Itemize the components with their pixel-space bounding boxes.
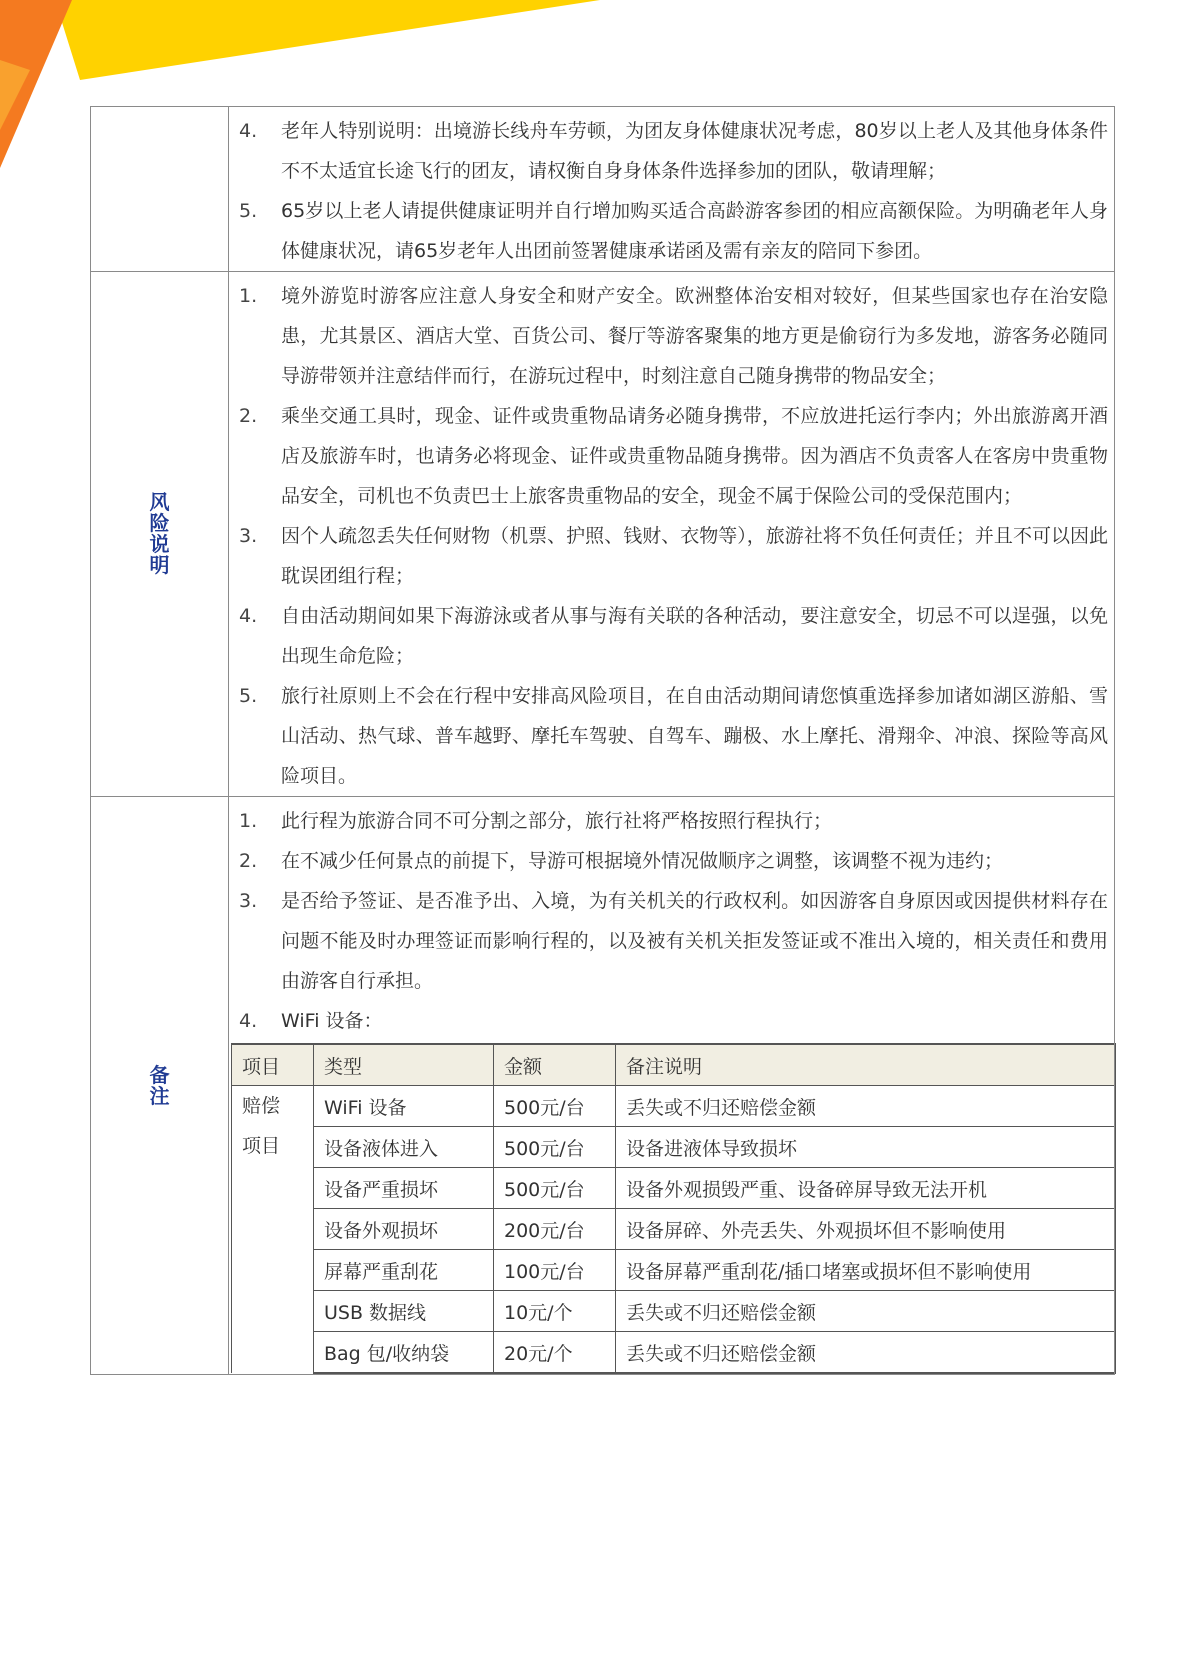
amount-cell: 500元/台 xyxy=(494,1168,616,1209)
list-item: 3. 是否给予签证、是否准予出、入境，为有关机关的行政权利。如因游客自身原因或因提供材料存在问题不能及时办理签证而影响行程的，以及被有关机关拒发签证或不准出入境的，相关责任和费用由游客自行承担。 xyxy=(239,890,1108,992)
type-cell: 设备严重损坏 xyxy=(314,1168,494,1209)
type-cell: 设备液体进入 xyxy=(314,1127,494,1168)
table-row xyxy=(232,1086,1116,1127)
section-label-cell xyxy=(91,107,229,272)
section-label-cell xyxy=(91,272,229,797)
notes-table xyxy=(90,106,1115,1375)
amount-cell: 100元/台 xyxy=(494,1250,616,1291)
list-item: 2. 在不减少任何景点的前提下，导游可根据境外情况做顺序之调整，该调整不视为违约； xyxy=(239,850,1004,872)
section-row-risk xyxy=(91,272,1115,797)
table-row xyxy=(232,1332,1116,1374)
section-content xyxy=(229,797,1115,1375)
amount-cell: 200元/台 xyxy=(494,1209,616,1250)
column-header: 备注说明 xyxy=(616,1044,1116,1086)
list-item: 5. 旅行社原则上不会在行程中安排高风险项目，在自由活动期间请您慎重选择参加诸如湖区游船、雪山活动、热气球、普车越野、摩托车驾驶、自驾车、蹦极、水上摩托、滑翔伞、冲浪、探险等高风险项目。 xyxy=(239,685,1108,787)
note-cell: 设备外观损毁严重、设备碎屏导致无法开机 xyxy=(616,1168,1116,1209)
table-header-row xyxy=(232,1044,1116,1086)
table-row xyxy=(232,1250,1116,1291)
type-cell: USB 数据线 xyxy=(314,1291,494,1332)
section-row-elderly xyxy=(91,107,1115,272)
list-item: 3. 因个人疏忽丢失任何财物（机票、护照、钱财、衣物等），旅游社将不负任何责任；并且不可以因此耽误团组行程； xyxy=(239,525,1108,587)
amount-cell: 20元/个 xyxy=(494,1332,616,1374)
amount-cell: 10元/个 xyxy=(494,1291,616,1332)
amount-cell: 500元/台 xyxy=(494,1127,616,1168)
section-label-remarks: 备注 xyxy=(149,1062,170,1108)
note-cell: 丢失或不归还赔偿金额 xyxy=(616,1086,1116,1127)
table-row xyxy=(232,1291,1116,1332)
note-cell: 设备屏碎、外壳丢失、外观损坏但不影响使用 xyxy=(616,1209,1116,1250)
section-content xyxy=(229,272,1115,797)
note-cell: 丢失或不归还赔偿金额 xyxy=(616,1332,1116,1374)
note-cell: 设备进液体导致损坏 xyxy=(616,1127,1116,1168)
section-label-risk: 风险说明 xyxy=(149,490,170,577)
list-item: 1. 境外游览时游客应注意人身安全和财产安全。欧洲整体治安相对较好，但某些国家也存在治安隐患，尤其景区、酒店大堂、百货公司、餐厅等游客聚集的地方更是偷窃行为多发地，游客务必随同导游带领并注意结伴而行，在游玩过程中，时刻注意自己随身携带的物品安全； xyxy=(239,285,1108,387)
list-item: 5. 65岁以上老人请提供健康证明并自行增加购买适合高龄游客参团的相应高额保险。为明确老年人身体健康状况，请65岁老年人出团前签署健康承诺函及需有亲友的陪同下参团。 xyxy=(239,200,1108,262)
item-label-cell xyxy=(232,1086,314,1374)
list-item: 4. 自由活动期间如果下海游泳或者从事与海有关联的各种活动，要注意安全，切忌不可以逞强，以免出现生命危险； xyxy=(239,605,1108,667)
column-header: 金额 xyxy=(494,1044,616,1086)
note-cell: 丢失或不归还赔偿金额 xyxy=(616,1291,1116,1332)
list-item: 2. 乘坐交通工具时，现金、证件或贵重物品请务必随身携带，不应放进托运行李内；外出旅游离开酒店及旅游车时，也请务必将现金、证件或贵重物品随身携带。因为酒店不负责客人在客房中贵重物品安全，司机也不负责巴士上旅客贵重物品的安全，现金不属于保险公司的受保范围内； xyxy=(239,405,1108,507)
type-cell: 设备外观损坏 xyxy=(314,1209,494,1250)
table-row xyxy=(232,1209,1116,1250)
section-row-remarks xyxy=(91,797,1115,1375)
list-item: 1. 此行程为旅游合同不可分割之部分，旅行社将严格按照行程执行； xyxy=(239,810,833,832)
type-cell: 屏幕严重刮花 xyxy=(314,1250,494,1291)
section-label-cell xyxy=(91,797,229,1375)
table-row xyxy=(232,1168,1116,1209)
column-header: 类型 xyxy=(314,1044,494,1086)
section-content xyxy=(229,107,1115,272)
list-item: 4. 老年人特别说明：出境游长线舟车劳顿，为团友身体健康状况考虑，80岁以上老人及其他身体条件不不太适宜长途飞行的团友，请权衡自身身体条件选择参加的团队，敬请理解； xyxy=(239,120,1108,182)
type-cell: Bag 包/收纳袋 xyxy=(314,1332,494,1374)
table-row xyxy=(232,1127,1116,1168)
note-cell: 设备屏幕严重刮花/插口堵塞或损坏但不影响使用 xyxy=(616,1250,1116,1291)
wifi-compensation-table xyxy=(231,1043,1116,1374)
list-item: 4. WiFi 设备： xyxy=(239,1010,383,1032)
amount-cell: 500元/台 xyxy=(494,1086,616,1127)
type-cell: WiFi 设备 xyxy=(314,1086,494,1127)
column-header: 项目 xyxy=(232,1044,314,1086)
item-label: 赔偿项目 xyxy=(242,1095,281,1157)
